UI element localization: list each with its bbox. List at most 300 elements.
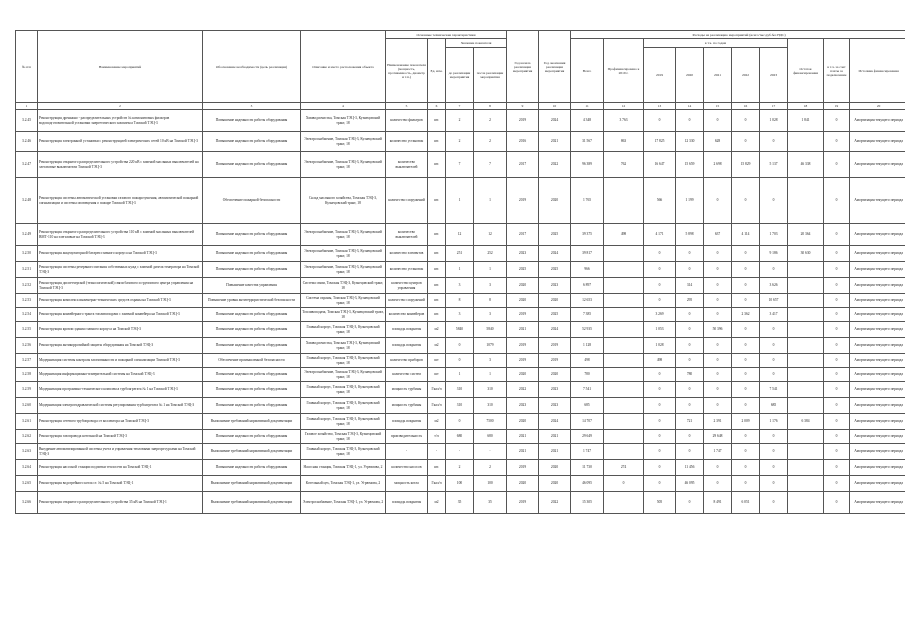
- cell-total: 52 935: [571, 322, 604, 338]
- cell-financed: [604, 398, 644, 414]
- cell-start-year: 2020: [507, 294, 539, 308]
- document-table-wrapper: [15, 30, 903, 514]
- cell-value-before: 251: [446, 246, 474, 262]
- cell-value-before: -: [446, 444, 474, 460]
- cell-justification: Повышение надежности работы оборудования: [203, 398, 301, 414]
- cell-2020: 0: [676, 492, 704, 514]
- cell-2019: 0: [644, 246, 676, 262]
- cell-row-number: 3.2.63: [16, 444, 38, 460]
- cell-remainder: [788, 308, 824, 322]
- cell-financed: [604, 178, 644, 224]
- cell-location: Топливоподача, Томская ТЭЦ-3, Кузнецовский тракт, 18: [301, 308, 386, 322]
- cell-end-year: 2023: [539, 278, 571, 294]
- cell-2020: 0: [676, 444, 704, 460]
- header-financed: Профинансировано к 2019 г.: [604, 39, 644, 103]
- cell-value-after: 310: [474, 382, 507, 398]
- cell-unit: т/ч: [428, 430, 446, 444]
- cell-source: Амортизация текущего периода: [850, 262, 905, 278]
- cell-justification: Повышение надежности работы оборудования: [203, 368, 301, 382]
- cell-location: Электроснабжение, Томская ТЭЦ-3, Кузнецовский тракт, 18: [301, 262, 386, 278]
- cell-indicator: площадь покрытия: [386, 322, 428, 338]
- cell-total: 96 389: [571, 152, 604, 178]
- header-2023: 2023: [760, 48, 788, 103]
- cell-location: Котельный цех, Томская ТЭЦ-1, ул. Угрюмова, 2: [301, 476, 386, 492]
- cell-2023: 0: [760, 460, 788, 476]
- cell-value-before: 0: [446, 414, 474, 430]
- cell-total: 7 385: [571, 308, 604, 322]
- cell-value-before: 310: [446, 382, 474, 398]
- cell-indicator: количество приборов: [386, 354, 428, 368]
- cell-total: 4 348: [571, 110, 604, 132]
- cell-remainder: [788, 430, 824, 444]
- cell-unit: шт.: [428, 246, 446, 262]
- cell-value-after: 12: [474, 224, 507, 246]
- cell-2019: 16 647: [644, 152, 676, 178]
- cell-2022: 0: [732, 294, 760, 308]
- cell-financed: 0: [604, 476, 644, 492]
- cell-value-after: 3: [474, 354, 507, 368]
- cell-2022: 0: [732, 246, 760, 262]
- cell-financed: [604, 368, 644, 382]
- cell-end-year: 2020: [539, 368, 571, 382]
- cell-remainder: [788, 444, 824, 460]
- cell-value-after: 310: [474, 398, 507, 414]
- cell-end-year: 2020: [539, 294, 571, 308]
- cell-row-number: 3.2.60: [16, 398, 38, 414]
- cell-justification: Повышение надежности работы оборудования: [203, 132, 301, 152]
- cell-value-before: 35: [446, 492, 474, 514]
- cell-source: Амортизация текущего периода: [850, 430, 905, 444]
- cell-2020: 0: [676, 430, 704, 444]
- cell-location: Главный корпус, Томская ТЭЦ-3, Кузнецовский тракт, 18: [301, 322, 386, 338]
- cell-unit: Гкал/ч: [428, 476, 446, 492]
- cell-measure-name: Модернизация программно-технического комплекса турбоагрегата № 1 на Томской ТЭЦ-3: [38, 382, 203, 398]
- cell-value-after: 100: [474, 476, 507, 492]
- cell-2021: 0: [704, 278, 732, 294]
- cell-remainder: [788, 492, 824, 514]
- cell-source: Амортизация текущего периода: [850, 152, 905, 178]
- header-before: до реализации мероприятия: [446, 48, 474, 103]
- cell-row-number: 3.2.62: [16, 430, 38, 444]
- cell-indicator: количество насосов: [386, 460, 428, 476]
- cell-2020: 0: [676, 382, 704, 398]
- cell-2021: 0: [704, 398, 732, 414]
- cell-2019: 0: [644, 262, 676, 278]
- header-value-group: Значение показателя: [446, 39, 507, 48]
- cell-unit: -: [428, 444, 446, 460]
- cell-value-after: 680: [474, 430, 507, 444]
- cell-financed: [604, 444, 644, 460]
- cell-2022: 0: [732, 398, 760, 414]
- cell-row-number: 3.2.50: [16, 246, 38, 262]
- cell-credit: 0: [824, 246, 850, 262]
- cell-2021: 2 391: [704, 414, 732, 430]
- cell-2020: 46 095: [676, 476, 704, 492]
- column-number: 6: [428, 103, 446, 110]
- cell-justification: Повышение надежности работы оборудования: [203, 110, 301, 132]
- cell-2020: 12 330: [676, 132, 704, 152]
- header-source: Источник финансирования: [850, 39, 905, 103]
- cell-value-before: 7: [446, 152, 474, 178]
- cell-total: 966: [571, 262, 604, 278]
- cell-source: Амортизация текущего периода: [850, 460, 905, 476]
- column-number: 18: [788, 103, 824, 110]
- cell-row-number: 3.2.45: [16, 110, 38, 132]
- cell-start-year: 2019: [507, 492, 539, 514]
- cell-source: Амортизация текущего периода: [850, 476, 905, 492]
- cell-2023: 3 417: [760, 308, 788, 322]
- cell-measure-name: Реконструкция открытого распределительного устройства 35 кВ на Томской ТЭЦ-1: [38, 492, 203, 514]
- cell-2023: 0: [760, 338, 788, 354]
- cell-2020: 295: [676, 294, 704, 308]
- cell-source: Амортизация текущего периода: [850, 246, 905, 262]
- cell-row-number: 3.2.47: [16, 152, 38, 178]
- cell-2023: 1 028: [760, 110, 788, 132]
- cell-financed: [604, 338, 644, 354]
- cell-2023: 3 626: [760, 278, 788, 294]
- cell-value-before: 3: [446, 308, 474, 322]
- cell-source: Амортизация текущего периода: [850, 492, 905, 514]
- cell-value-after: 1079: [474, 338, 507, 354]
- cell-row-number: 3.2.65: [16, 476, 38, 492]
- cell-value-before: 12: [446, 224, 474, 246]
- cell-credit: 0: [824, 132, 850, 152]
- cell-credit: 0: [824, 322, 850, 338]
- cell-source: Амортизация текущего периода: [850, 178, 905, 224]
- header-after: после реализации мероприятия: [474, 48, 507, 103]
- cell-indicator: площадь покрытия: [386, 414, 428, 430]
- cell-row-number: 3.2.59: [16, 382, 38, 398]
- cell-financed: [604, 382, 644, 398]
- cell-source: Амортизация текущего периода: [850, 414, 905, 430]
- cell-measure-name: Реконструкция комплекса инженерно-технических средств охраны на Томской ТЭЦ-3: [38, 294, 203, 308]
- cell-financed: [604, 294, 644, 308]
- column-number: 1: [16, 103, 38, 110]
- cell-2019: 566: [644, 178, 676, 224]
- cell-financed: 762: [604, 152, 644, 178]
- cell-2020: 0: [676, 322, 704, 338]
- cell-start-year: 2019: [507, 338, 539, 354]
- cell-start-year: 2021: [507, 430, 539, 444]
- cell-2019: 3 269: [644, 308, 676, 322]
- cell-measure-name: Модернизация системы контроля загазованности и пожарной сигнализации Томской ТЭЦ-3: [38, 354, 203, 368]
- cell-end-year: 2025: [539, 224, 571, 246]
- cell-credit: 0: [824, 338, 850, 354]
- cell-unit: шт.: [428, 308, 446, 322]
- table-row: [16, 368, 905, 382]
- cell-unit: шт.: [428, 110, 446, 132]
- cell-location: Главный корпус, Томская ТЭЦ-3, Кузнецовский тракт, 18: [301, 354, 386, 368]
- cell-source: Амортизация текущего периода: [850, 444, 905, 460]
- cell-credit: 0: [824, 224, 850, 246]
- cell-value-after: 7: [474, 152, 507, 178]
- cell-indicator: площадь покрытия: [386, 492, 428, 514]
- cell-indicator: количество центров управления: [386, 278, 428, 294]
- cell-credit: 0: [824, 278, 850, 294]
- cell-start-year: 2023: [507, 246, 539, 262]
- cell-row-number: 3.2.57: [16, 354, 38, 368]
- cell-financed: 498: [604, 224, 644, 246]
- cell-remainder: [788, 398, 824, 414]
- cell-start-year: 2017: [507, 224, 539, 246]
- cell-location: Электроснабжение, Томская ТЭЦ-1, ул. Угрюмова, 2: [301, 492, 386, 514]
- cell-financed: [604, 246, 644, 262]
- cell-2022: 4 114: [732, 224, 760, 246]
- column-number: 12: [604, 103, 644, 110]
- cell-justification: Повышение надежности работы оборудования: [203, 152, 301, 178]
- cell-2020: 0: [676, 354, 704, 368]
- cell-end-year: 2019: [539, 354, 571, 368]
- cell-end-year: 2020: [539, 178, 571, 224]
- cell-2022: 0: [732, 338, 760, 354]
- cell-indicator: количество выключателей: [386, 224, 428, 246]
- cell-2020: 721: [676, 414, 704, 430]
- cell-indicator: количество фильтров: [386, 110, 428, 132]
- cell-2023: 9 186: [760, 246, 788, 262]
- cell-measure-name: Реконструкция системы резервного питания собственных нужд с заменой дизель-генератора на Томской ТЭЦ-3: [38, 262, 203, 278]
- cell-value-before: 8: [446, 294, 474, 308]
- cell-2021: 0: [704, 110, 732, 132]
- cell-credit: 0: [824, 414, 850, 430]
- cell-total: 12 653: [571, 294, 604, 308]
- cell-location: Насосная станция, Томская ТЭЦ-1, ул. Угрюмова, 2: [301, 460, 386, 476]
- cell-remainder: [788, 294, 824, 308]
- cell-value-after: 1: [474, 178, 507, 224]
- cell-justification: Обеспечение пожарной безопасности: [203, 178, 301, 224]
- cell-value-before: 0: [446, 338, 474, 354]
- cell-unit: шт.: [428, 262, 446, 278]
- table-row: [16, 322, 905, 338]
- cell-source: Амортизация текущего периода: [850, 354, 905, 368]
- cell-2022: 0: [732, 354, 760, 368]
- cell-2020: 780: [676, 368, 704, 382]
- cell-2019: 505: [644, 492, 676, 514]
- cell-row-number: 3.2.58: [16, 368, 38, 382]
- cell-indicator: количество конвейеров: [386, 308, 428, 322]
- column-number: 10: [539, 103, 571, 110]
- cell-remainder: 6 384: [788, 414, 824, 430]
- cell-credit: 0: [824, 308, 850, 322]
- column-number: 11: [571, 103, 604, 110]
- cell-unit: м2: [428, 338, 446, 354]
- table-row: [16, 308, 905, 322]
- cell-2023: 0: [760, 354, 788, 368]
- cell-source: Амортизация текущего периода: [850, 294, 905, 308]
- cell-row-number: 3.2.61: [16, 414, 38, 430]
- column-number: 5: [386, 103, 428, 110]
- cell-unit: шт.: [428, 178, 446, 224]
- column-number: 16: [732, 103, 760, 110]
- cell-credit: 0: [824, 294, 850, 308]
- table-row: [16, 460, 905, 476]
- cell-unit: шт.: [428, 294, 446, 308]
- column-number-row: [16, 103, 905, 110]
- table-header: [16, 31, 905, 110]
- cell-financed: [604, 322, 644, 338]
- cell-indicator: площадь покрытия: [386, 338, 428, 354]
- cell-2021: 0: [704, 262, 732, 278]
- table-row: [16, 492, 905, 514]
- cell-unit: м2: [428, 492, 446, 514]
- table-row: [16, 224, 905, 246]
- header-2019: 2019: [644, 48, 676, 103]
- cell-indicator: -: [386, 444, 428, 460]
- cell-2019: 0: [644, 368, 676, 382]
- cell-indicator: количество сооружений: [386, 294, 428, 308]
- cell-unit: Гкал/ч: [428, 382, 446, 398]
- cell-end-year: 2020: [539, 460, 571, 476]
- cell-unit: шт.: [428, 224, 446, 246]
- table-row: [16, 382, 905, 398]
- table-row: [16, 476, 905, 492]
- investment-program-table: [15, 30, 905, 514]
- cell-location: Химводоочистка, Томская ТЭЦ-3, Кузнецовский тракт, 18: [301, 110, 386, 132]
- cell-row-number: 3.2.54: [16, 308, 38, 322]
- header-tech-group: Основные технические характеристики: [386, 31, 507, 39]
- cell-financed: [604, 308, 644, 322]
- header-start-year: Год начала реализации мероприятия: [507, 31, 539, 103]
- cell-unit: шт.: [428, 132, 446, 152]
- cell-credit: 0: [824, 460, 850, 476]
- cell-end-year: 2024: [539, 110, 571, 132]
- cell-value-after: 5840: [474, 322, 507, 338]
- cell-2019: 0: [644, 476, 676, 492]
- cell-unit: шт: [428, 354, 446, 368]
- cell-2021: 29 648: [704, 430, 732, 444]
- cell-2023: 0: [760, 368, 788, 382]
- cell-value-after: 3: [474, 278, 507, 294]
- table-row: [16, 262, 905, 278]
- cell-justification: Повышение уровня антитеррористической безопасности: [203, 294, 301, 308]
- cell-financed: [604, 354, 644, 368]
- cell-2020: 0: [676, 110, 704, 132]
- cell-2021: 0: [704, 178, 732, 224]
- cell-2023: 685: [760, 398, 788, 414]
- cell-location: Электроснабжение, Томская ТЭЦ-3, Кузнецовский тракт, 18: [301, 246, 386, 262]
- cell-row-number: 3.2.55: [16, 322, 38, 338]
- cell-source: Амортизация текущего периода: [850, 368, 905, 382]
- cell-measure-name: Реконструкция газопровода котельной на Томской ТЭЦ-3: [38, 430, 203, 444]
- table-row: [16, 338, 905, 354]
- cell-credit: 0: [824, 152, 850, 178]
- table-row: [16, 110, 905, 132]
- cell-2020: 0: [676, 308, 704, 322]
- column-number: 14: [676, 103, 704, 110]
- cell-credit: 0: [824, 382, 850, 398]
- column-number: 8: [474, 103, 507, 110]
- cell-start-year: 2022: [507, 382, 539, 398]
- cell-remainder: [788, 338, 824, 354]
- column-number: 4: [301, 103, 386, 110]
- cell-value-before: 680: [446, 430, 474, 444]
- cell-unit: шт.: [428, 460, 446, 476]
- cell-value-after: 2: [474, 132, 507, 152]
- cell-2022: 0: [732, 278, 760, 294]
- cell-location: Главный корпус, Томская ТЭЦ-3, Кузнецовский тракт, 18: [301, 398, 386, 414]
- cell-location: Склад масляного хозяйства, Томская ТЭЦ-3, Кузнецовский тракт, 18: [301, 178, 386, 224]
- cell-financed: [604, 492, 644, 514]
- cell-remainder: 30 630: [788, 246, 824, 262]
- table-row: [16, 246, 905, 262]
- cell-2020: 0: [676, 262, 704, 278]
- cell-indicator: количество элементов: [386, 246, 428, 262]
- column-number: 19: [824, 103, 850, 110]
- cell-justification: Выполнение требований нормативной документации: [203, 476, 301, 492]
- header-remainder: Остаток финансирования: [788, 39, 824, 103]
- cell-end-year: 2022: [539, 152, 571, 178]
- cell-value-after: 1: [474, 368, 507, 382]
- cell-measure-name: Модернизация информационно-измерительной системы на Томской ТЭЦ-3: [38, 368, 203, 382]
- column-number: 7: [446, 103, 474, 110]
- cell-2022: 0: [732, 262, 760, 278]
- cell-measure-name: Реконструкция дренажно - распределительных устройств № катионитовых фильтров водоподготовительной установки энергетического комплекса Томской ТЭЦ-3: [38, 110, 203, 132]
- cell-2019: 0: [644, 414, 676, 430]
- cell-start-year: 2019: [507, 308, 539, 322]
- cell-2022: 15 829: [732, 152, 760, 178]
- cell-end-year: 2022: [539, 492, 571, 514]
- cell-2021: 0: [704, 354, 732, 368]
- cell-total: 1 765: [571, 178, 604, 224]
- cell-location: Главный корпус, Томская ТЭЦ-3, Кузнецовский тракт, 18: [301, 414, 386, 430]
- cell-2020: 0: [676, 246, 704, 262]
- cell-value-before: 1: [446, 178, 474, 224]
- cell-total: 7 541: [571, 382, 604, 398]
- cell-start-year: 2020: [507, 368, 539, 382]
- cell-2023: 5 137: [760, 152, 788, 178]
- cell-2023: 0: [760, 476, 788, 492]
- header-name: Наименование мероприятий: [38, 31, 203, 103]
- table-row: [16, 178, 905, 224]
- cell-value-after: 252: [474, 246, 507, 262]
- cell-start-year: 2019: [507, 460, 539, 476]
- cell-unit: шт: [428, 368, 446, 382]
- cell-financed: [604, 414, 644, 430]
- header-2021: 2021: [704, 48, 732, 103]
- cell-source: Амортизация текущего периода: [850, 110, 905, 132]
- cell-justification: Повышение надежности работы оборудования: [203, 322, 301, 338]
- table-row: [16, 430, 905, 444]
- table-row: [16, 398, 905, 414]
- cell-remainder: 1 841: [788, 110, 824, 132]
- cell-value-before: 5840: [446, 322, 474, 338]
- cell-measure-name: Реконструкция сетевого трубопровода от коллектора на Томской ТЭЦ-3: [38, 414, 203, 430]
- cell-2020: 314: [676, 278, 704, 294]
- table-row: [16, 294, 905, 308]
- cell-unit: Гкал/ч: [428, 398, 446, 414]
- cell-2023: 1 703: [760, 224, 788, 246]
- header-cost-group: Расходы на реализацию мероприятий (всего/тыс.руб.без НДС): [571, 31, 905, 39]
- cell-measure-name: Реконструкция водогрейного котла ст. № 5 на Томской ТЭЦ-1: [38, 476, 203, 492]
- cell-2022: 0: [732, 460, 760, 476]
- cell-source: Амортизация текущего периода: [850, 308, 905, 322]
- header-total: Всего: [571, 39, 604, 103]
- cell-remainder: 46 338: [788, 152, 824, 178]
- cell-2022: 0: [732, 476, 760, 492]
- cell-total: 46 095: [571, 476, 604, 492]
- column-number: 17: [760, 103, 788, 110]
- cell-2021: 2 698: [704, 152, 732, 178]
- cell-end-year: 2019: [539, 338, 571, 354]
- cell-remainder: [788, 132, 824, 152]
- cell-2023: 0: [760, 430, 788, 444]
- cell-row-number: 3.2.51: [16, 262, 38, 278]
- cell-2023: 0: [760, 262, 788, 278]
- cell-2022: 6 051: [732, 492, 760, 514]
- table-row: [16, 354, 905, 368]
- cell-value-before: 310: [446, 398, 474, 414]
- cell-justification: Повышение надежности работы оборудования: [203, 224, 301, 246]
- cell-measure-name: Реконструкция кровли здания главного корпуса на Томской ТЭЦ-3: [38, 322, 203, 338]
